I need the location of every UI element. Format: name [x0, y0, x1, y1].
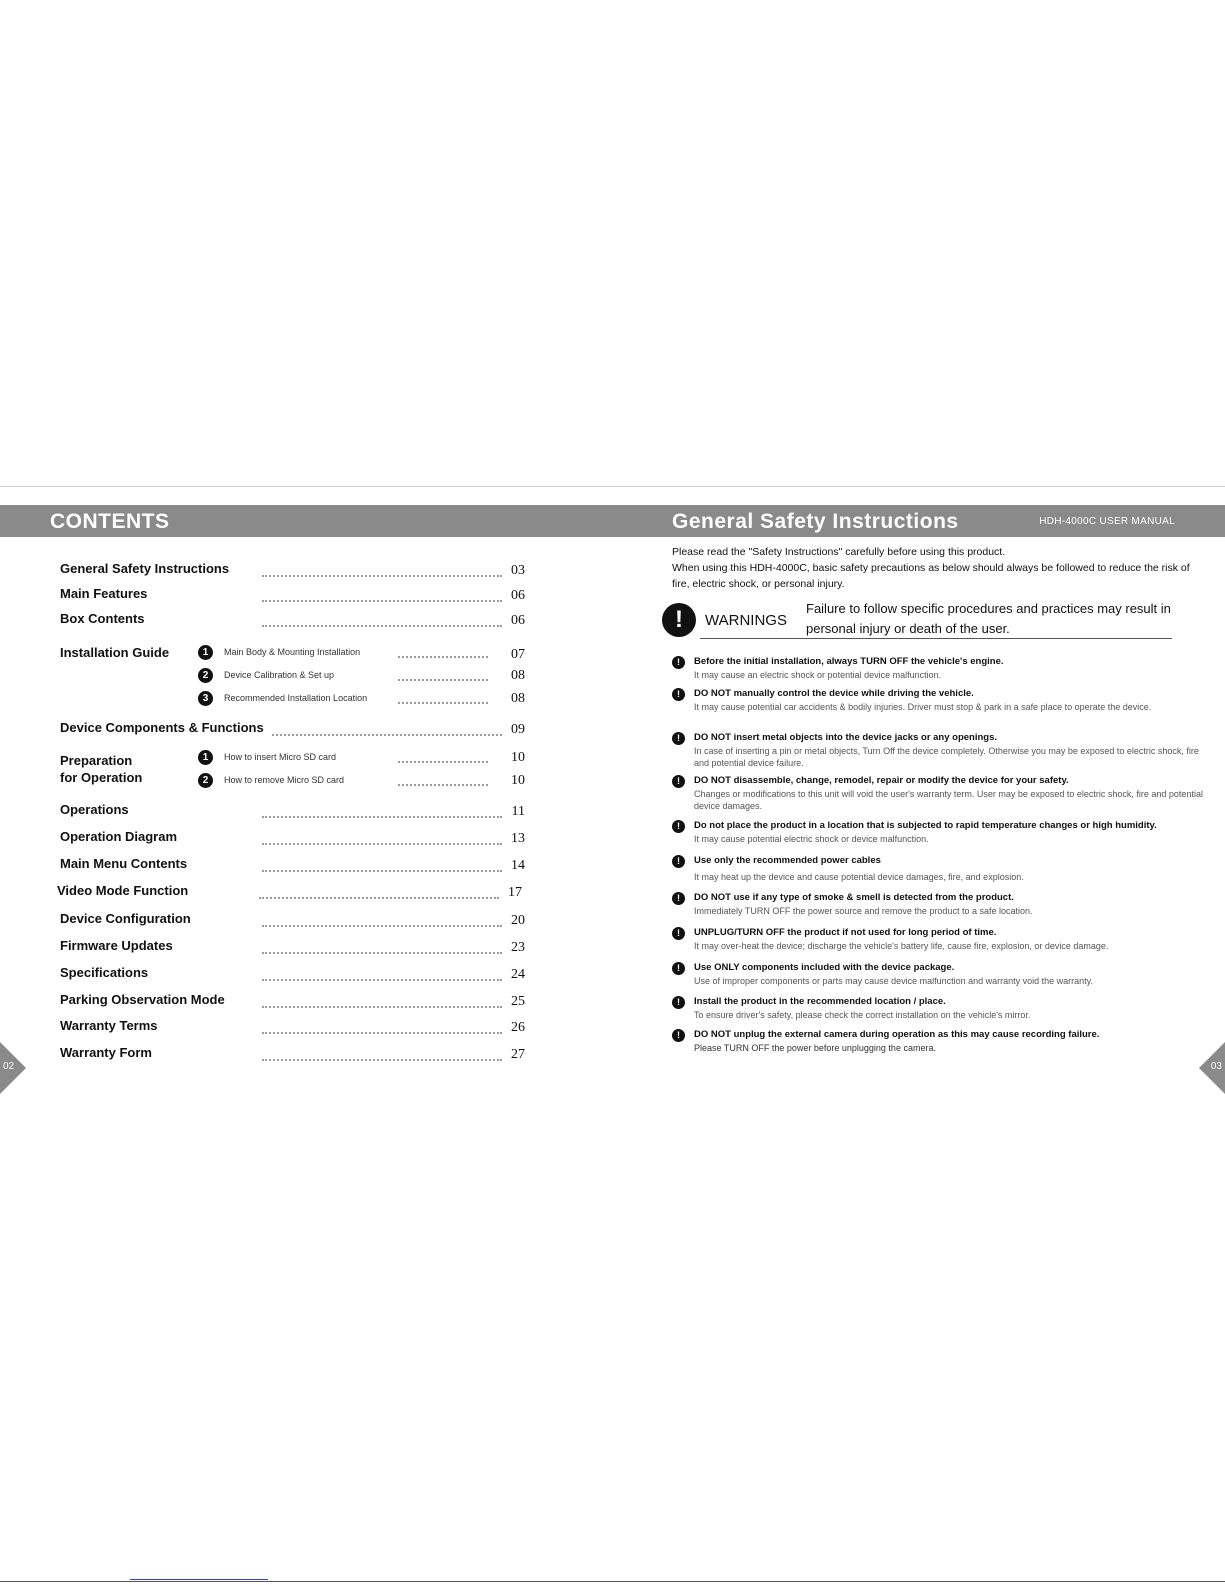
toc-title: Firmware Updates [60, 938, 173, 953]
safety-detail-text: To ensure driver's safety, please check the correct installation on the vehicle's mirror. [694, 1010, 1031, 1020]
manual-spread [0, 486, 1225, 1099]
toc-page: 17 [508, 885, 522, 900]
bottom-link-underline[interactable] [130, 1579, 268, 1580]
safety-detail-text: It may cause potential electric shock or device malfunction. [694, 834, 929, 844]
toc-sub-label: How to insert Micro SD card [224, 752, 337, 762]
safety-detail-text: Please TURN OFF the power before unplugging the camera. [694, 1043, 936, 1053]
toc-subentry[interactable] [198, 691, 535, 709]
dot-leader [398, 691, 488, 704]
dot-leader [262, 992, 502, 1008]
dot-leader [262, 1045, 502, 1061]
exclamation-icon: ! [672, 1029, 685, 1042]
dot-leader [398, 773, 488, 786]
dot-leader [262, 856, 502, 872]
exclamation-icon: ! [672, 855, 685, 868]
safety-heading-text: DO NOT use if any type of smoke & smell is detected from the product. [694, 892, 1014, 903]
header-bar [0, 505, 1225, 537]
safety-heading-text: Before the initial installation, always TURN OFF the vehicle's engine. [694, 656, 1004, 667]
toc-page: 08 [511, 691, 525, 706]
toc-title: Device Components & Functions [60, 720, 264, 735]
toc-page: 07 [511, 647, 525, 662]
page-number-right: 03 [1210, 1061, 1222, 1072]
toc-page: 13 [511, 831, 525, 846]
toc-entry[interactable] [57, 883, 532, 903]
toc-title: Installation Guide [60, 645, 170, 660]
toc-page: 27 [511, 1047, 525, 1062]
dot-leader [398, 668, 488, 681]
toc-subentry[interactable] [198, 773, 535, 791]
dot-leader [259, 883, 499, 899]
number-1-icon: 1 [198, 645, 213, 660]
toc-sub-label: Main Body & Mounting Installation [224, 647, 361, 657]
toc-entry[interactable] [60, 611, 535, 631]
safety-detail-text: Immediately TURN OFF the power source and remove the product to a safe location. [694, 906, 1033, 916]
toc-entry[interactable] [60, 561, 535, 581]
safety-heading: General Safety Instructions [672, 510, 959, 533]
toc-title: Operations [60, 802, 129, 817]
toc-entry[interactable] [60, 911, 535, 931]
toc-page: 14 [511, 858, 525, 873]
toc-title: Main Features [60, 586, 148, 601]
toc-page: 11 [511, 804, 525, 819]
toc-page: 24 [511, 967, 525, 982]
toc-entry[interactable] [60, 965, 535, 985]
exclamation-icon: ! [672, 820, 685, 833]
divider [700, 638, 1172, 639]
dot-leader [262, 1018, 502, 1034]
toc-entry[interactable] [60, 1018, 535, 1038]
number-2-icon: 2 [198, 668, 213, 683]
intro-line: Please read the "Safety Instructions" carefully before using this product. [672, 546, 1006, 558]
toc-title: Main Menu Contents [60, 856, 188, 871]
number-3-icon: 3 [198, 691, 213, 706]
warning-icon: ! [662, 603, 696, 637]
dot-leader [262, 802, 502, 818]
toc-subentry[interactable] [198, 645, 535, 663]
toc-title: Video Mode Function [57, 883, 189, 898]
toc-page: 09 [511, 722, 525, 737]
dot-leader [398, 645, 488, 658]
bottom-rule [0, 1581, 1225, 1582]
toc-sub-label: Recommended Installation Location [224, 693, 368, 703]
warning-text: Failure to follow specific procedures and practices may result in personal injury or death of the user. [806, 601, 1171, 636]
toc-title: Warranty Form [60, 1045, 152, 1060]
toc-page: 08 [511, 668, 525, 683]
safety-detail-text: It may over-heat the device; discharge the vehicle's battery life, cause fire, explosion, or device damage. [694, 941, 1109, 951]
contents-heading: CONTENTS [50, 510, 170, 533]
safety-heading-text: UNPLUG/TURN OFF the product if not used for long period of time. [694, 927, 997, 938]
intro-line: When using this HDH-4000C, basic safety precautions as below should always be followed to reduce the risk of fire, electric shock, or personal injury. [672, 562, 1190, 590]
toc-page: 06 [511, 613, 525, 628]
dot-leader [398, 750, 488, 763]
toc-subentry[interactable] [198, 750, 535, 768]
exclamation-icon: ! [672, 775, 685, 788]
safety-heading-text: Do not place the product in a location that is subjected to rapid temperature changes or high humidity. [694, 820, 1157, 831]
safety-heading-text: Use ONLY components included with the device package. [694, 962, 955, 973]
toc-title: Operation Diagram [60, 829, 178, 844]
number-2-icon: 2 [198, 773, 213, 788]
dot-leader [262, 829, 502, 845]
exclamation-icon: ! [672, 927, 685, 940]
dot-leader [272, 720, 502, 736]
dot-leader [262, 938, 502, 954]
safety-heading-text: DO NOT disassemble, change, remodel, repair or modify the device for your safety. [694, 775, 1069, 786]
toc-entry[interactable] [60, 938, 535, 958]
toc-page: 03 [511, 563, 525, 578]
exclamation-icon: ! [672, 688, 685, 701]
exclamation-icon: ! [672, 962, 685, 975]
exclamation-icon: ! [672, 656, 685, 669]
safety-heading-text: Use only the recommended power cables [694, 855, 881, 866]
toc-title: Preparation [60, 753, 133, 768]
safety-heading-text: DO NOT unplug the external camera during operation as this may cause recording failure. [694, 1029, 1100, 1040]
intro-text [672, 544, 1202, 592]
toc-page: 25 [511, 994, 525, 1009]
toc-page: 06 [511, 588, 525, 603]
toc-title: Parking Observation Mode [60, 992, 225, 1007]
safety-heading-text: DO NOT insert metal objects into the device jacks or any openings. [694, 732, 998, 743]
toc-entry[interactable] [60, 856, 535, 876]
exclamation-icon: ! [672, 732, 685, 745]
toc-sub-label: How to remove Micro SD card [224, 775, 345, 785]
dot-leader [262, 561, 502, 577]
safety-detail-text: In case of inserting a pin or metal objects, Turn Off the device completely. Otherwise you may be exposed to electric shock, fire and potential device failure. [694, 746, 1199, 768]
toc-title: Specifications [60, 965, 149, 980]
toc-title: Device Configuration [60, 911, 191, 926]
number-1-icon: 1 [198, 750, 213, 765]
toc-sub-label: Device Calibration & Set up [224, 670, 335, 680]
exclamation-icon: ! [672, 996, 685, 1009]
toc-title: for Operation [60, 770, 143, 785]
toc-entry[interactable] [60, 829, 535, 849]
warning-title: WARNINGS [705, 612, 787, 629]
toc-title: General Safety Instructions [60, 561, 230, 576]
toc-page: 23 [511, 940, 525, 955]
safety-detail-text: It may cause an electric shock or potential device malfunction. [694, 670, 942, 680]
safety-detail-text: Changes or modifications to this unit will void the user's warranty term. User may be exposed to electric shock, fire and potential device damages. [694, 789, 1203, 811]
toc-entry[interactable] [60, 1045, 535, 1065]
safety-heading-text: DO NOT manually control the device while driving the vehicle. [694, 688, 974, 699]
toc-page: 10 [511, 750, 525, 765]
exclamation-icon: ! [672, 892, 685, 905]
dot-leader [262, 611, 502, 627]
toc-page: 26 [511, 1020, 525, 1035]
safety-detail-text: It may cause potential car accidents & bodily injuries. Driver must stop & park in a safe place to operate the device. [694, 702, 1152, 712]
dot-leader [262, 586, 502, 602]
dot-leader [262, 965, 502, 981]
safety-heading-text: Install the product in the recommended location / place. [694, 996, 946, 1007]
page-number-left: 02 [3, 1061, 15, 1072]
dot-leader [262, 911, 502, 927]
toc-entry[interactable] [60, 720, 535, 740]
toc-entry[interactable] [60, 992, 535, 1012]
toc-page: 20 [511, 913, 525, 928]
toc-title: Warranty Terms [60, 1018, 158, 1033]
safety-detail-text: It may heat up the device and cause potential device damages, fire, and explosion. [694, 872, 1024, 882]
toc-entry[interactable] [60, 586, 535, 606]
toc-page: 10 [511, 773, 525, 788]
manual-label: HDH-4000C USER MANUAL [1039, 516, 1175, 527]
toc-entry[interactable] [60, 802, 535, 822]
toc-subentry[interactable] [198, 668, 535, 686]
safety-detail-text: Use of improper components or parts may cause device malfunction and warranty void the warranty. [694, 976, 1094, 986]
toc-title: Box Contents [60, 611, 145, 626]
